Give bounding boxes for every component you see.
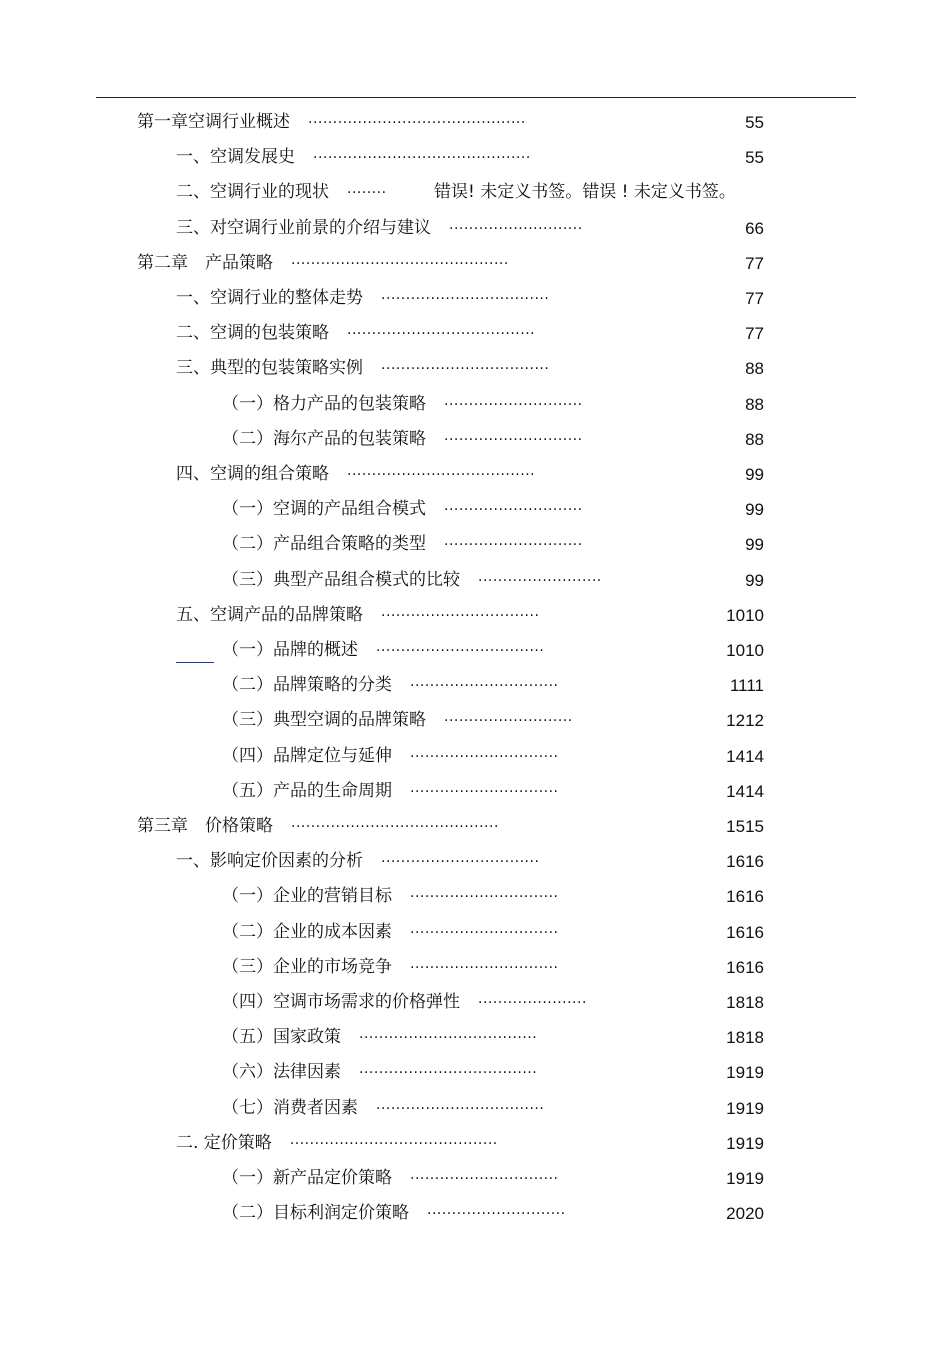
toc-entry-title: （一）品牌的概述 (222, 640, 358, 660)
toc-page-number: 88 (745, 359, 764, 378)
toc-entry[interactable] (0, 633, 950, 668)
toc-leader-dots: ............................ (444, 428, 583, 444)
toc-entry-title: （二）目标利润定价策略 (222, 1203, 409, 1223)
toc-entry-title: （一）格力产品的包装策略 (222, 394, 426, 414)
toc-entry-title: （六）法律因素 (222, 1062, 341, 1082)
toc-page-number: 1616 (726, 923, 764, 942)
toc-entry-title: （二）品牌策略的分类 (222, 675, 392, 695)
header-rule (96, 97, 856, 98)
toc-entry-title: （一）企业的营销目标 (222, 886, 392, 906)
toc-leader-dots: .............................. (410, 780, 559, 796)
toc-leader-dots: .............................. (410, 1167, 559, 1183)
toc-page-number: 1616 (726, 958, 764, 977)
toc-entry-title: （七）消费者因素 (222, 1098, 358, 1118)
toc-entry-title: （三）典型产品组合模式的比较 (222, 570, 460, 590)
toc-entry-title: （二）海尔产品的包装策略 (222, 429, 426, 449)
toc-leader-dots: .................................... (359, 1061, 538, 1077)
toc-entry[interactable] (0, 140, 950, 175)
toc-leader-dots: ............................................ (308, 111, 526, 127)
toc-page-number: 1919 (726, 1099, 764, 1118)
toc-page-number: 77 (745, 324, 764, 343)
toc-page-number: 1818 (726, 1028, 764, 1047)
toc-entry[interactable] (0, 1055, 950, 1090)
toc-entry[interactable] (0, 739, 950, 774)
toc-entry[interactable] (0, 175, 950, 210)
toc-page-number: 99 (745, 535, 764, 554)
toc-entry[interactable] (0, 809, 950, 844)
toc-leader-dots: ...................... (478, 991, 587, 1007)
toc-entry-title: 二、空调行业的现状 (176, 182, 329, 202)
toc-leader-dots: ................................ (381, 604, 540, 620)
toc-page-number: 1919 (726, 1063, 764, 1082)
toc-entry[interactable] (0, 1196, 950, 1231)
toc-leader-dots: ............................ (444, 533, 583, 549)
toc-entry[interactable] (0, 387, 950, 422)
toc-page-number: 1111 (729, 676, 764, 695)
toc-entry[interactable] (0, 1091, 950, 1126)
toc-leader-dots: .............................. (410, 921, 559, 937)
toc-entry[interactable] (0, 844, 950, 879)
toc-leader-dots: .............................. (410, 674, 559, 690)
toc-entry[interactable] (0, 281, 950, 316)
toc-entry[interactable] (0, 246, 950, 281)
toc-leader-dots: ............................................ (291, 252, 509, 268)
toc-entry-title: 五、空调产品的品牌策略 (176, 605, 363, 625)
toc-entry-title: （二）产品组合策略的类型 (222, 534, 426, 554)
toc-entry-title: 二. 定价策略 (176, 1133, 272, 1153)
toc-entry[interactable] (0, 351, 950, 386)
toc-page-number: 77 (745, 254, 764, 273)
toc-page-number: 99 (745, 465, 764, 484)
toc-page-number: 1818 (726, 993, 764, 1012)
toc-leader-dots: ......................... (478, 569, 602, 585)
toc-entry[interactable] (0, 879, 950, 914)
toc-entry-title: （四）空调市场需求的价格弹性 (222, 992, 460, 1012)
toc-entry-title: （五）国家政策 (222, 1027, 341, 1047)
toc-page-number: 1515 (726, 817, 764, 836)
toc-entry-title: （一）新产品定价策略 (222, 1168, 392, 1188)
toc-entry[interactable] (0, 703, 950, 738)
toc-entry[interactable] (0, 915, 950, 950)
toc-page-number: 88 (745, 395, 764, 414)
toc-entry[interactable] (0, 316, 950, 351)
toc-entry-title: 第三章 价格策略 (137, 816, 273, 836)
toc-page-number: 1414 (726, 747, 764, 766)
toc-entry[interactable] (0, 985, 950, 1020)
toc-entry[interactable] (0, 422, 950, 457)
toc-page-number: 99 (745, 500, 764, 519)
toc-entry[interactable] (0, 105, 950, 140)
toc-entry[interactable] (0, 1020, 950, 1055)
toc-page-number: 55 (745, 113, 764, 132)
toc-entry-title: 三、典型的包装策略实例 (176, 358, 363, 378)
toc-entry-title: 一、空调发展史 (176, 147, 295, 167)
toc-page-number: 88 (745, 430, 764, 449)
toc-page-number: 55 (745, 148, 764, 167)
toc-page-number: 1414 (726, 782, 764, 801)
toc-error-note: 错误! 未定义书签。错误 ! 未定义书签。 (434, 182, 736, 202)
toc-leader-dots: .......................................... (291, 815, 499, 831)
toc-leader-dots: ............................ (444, 498, 583, 514)
toc-leader-dots: ...................................... (347, 322, 536, 338)
toc-entry-title: 第二章 产品策略 (137, 253, 273, 273)
toc-entry[interactable] (0, 774, 950, 809)
toc-leader-dots: .................................. (381, 287, 550, 303)
toc-leader-dots: .................................... (359, 1026, 538, 1042)
toc-leader-dots: ............................................ (313, 146, 531, 162)
toc-page-number: 1212 (726, 711, 764, 730)
toc-leader-dots: .......................................... (289, 1132, 498, 1148)
toc-entry-title: 二、空调的包装策略 (176, 323, 329, 343)
toc-leader-dots: .................................. (381, 357, 550, 373)
toc-entry[interactable] (0, 1126, 950, 1161)
toc-page-number: 1616 (726, 887, 764, 906)
toc-entry-title: （二）企业的成本因素 (222, 922, 392, 942)
toc-leader-dots: ............................ (444, 393, 583, 409)
toc-leader-dots: ........ (347, 181, 387, 197)
toc-entry[interactable] (0, 668, 950, 703)
toc-page-number: 99 (745, 571, 764, 590)
hyperlink-underline (176, 662, 214, 663)
toc-leader-dots: .............................. (410, 956, 559, 972)
toc-leader-dots: ............................ (427, 1202, 566, 1218)
toc-page-number: 1919 (726, 1134, 764, 1153)
toc-entry-title: （三）典型空调的品牌策略 (222, 710, 426, 730)
toc-entry-title: （一）空调的产品组合模式 (222, 499, 426, 519)
toc-entry-title: 一、影响定价因素的分析 (176, 851, 363, 871)
toc-page-number: 2020 (726, 1204, 764, 1223)
toc-leader-dots: .......................... (444, 709, 573, 725)
toc-leader-dots: ...................................... (347, 463, 536, 479)
toc-page-number: 77 (745, 289, 764, 308)
toc-page-number: 66 (745, 219, 764, 238)
toc-entry[interactable] (0, 211, 950, 246)
toc-entry[interactable] (0, 492, 950, 527)
toc-leader-dots: .................................. (376, 1097, 545, 1113)
toc-entry-title: （四）品牌定位与延伸 (222, 746, 392, 766)
toc-page-number: 1616 (726, 852, 764, 871)
toc-entry-title: 四、空调的组合策略 (176, 464, 329, 484)
toc-entry-title: （五）产品的生命周期 (222, 781, 392, 801)
toc-entry-title: 三、对空调行业前景的介绍与建议 (176, 218, 431, 238)
toc-leader-dots: .................................. (376, 639, 545, 655)
toc-entry[interactable] (0, 598, 950, 633)
toc-page-number: 1919 (726, 1169, 764, 1188)
toc-entry-title: （三）企业的市场竞争 (222, 957, 392, 977)
toc-leader-dots: ................................ (381, 850, 540, 866)
toc-entry[interactable] (0, 950, 950, 985)
toc-leader-dots: .............................. (410, 745, 559, 761)
toc-entry[interactable] (0, 563, 950, 598)
toc-entry[interactable] (0, 457, 950, 492)
toc-leader-dots: .............................. (410, 885, 559, 901)
toc-entry[interactable] (0, 527, 950, 562)
toc-page-number: 1010 (726, 606, 764, 625)
toc-entry-title: 第一章空调行业概述 (137, 112, 290, 132)
toc-page-number: 1010 (726, 641, 764, 660)
toc-entry[interactable] (0, 1161, 950, 1196)
toc-leader-dots: ........................... (449, 217, 583, 233)
toc-entry-title: 一、空调行业的整体走势 (176, 288, 363, 308)
